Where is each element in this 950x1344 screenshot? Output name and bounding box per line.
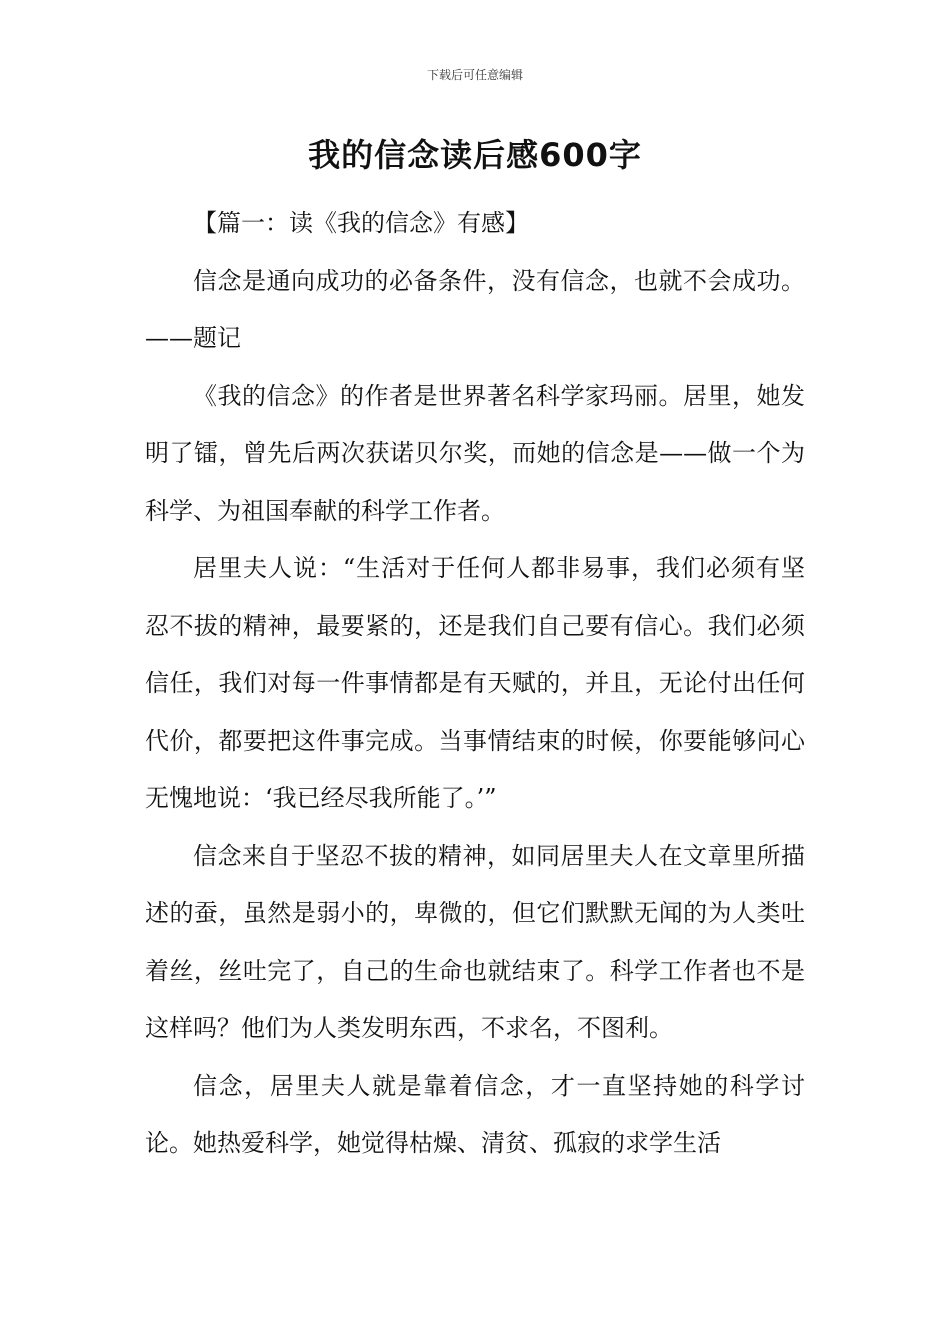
paragraph: 信念来自于坚忍不拔的精神，如同居里夫人在文章里所描述的蚕，虽然是弱小的，卑微的，但它们默默无闻的为人类吐着丝，丝吐完了，自己的生命也就结束了。科学工作者也不是这样吗？他们为人类发明东西，不求名，不图利。 [145, 841, 805, 1042]
paragraph: 居里夫人说：“生活对于任何人都非易事，我们必须有坚忍不拔的精神，最要紧的，还是我们自己要有信心。我们必须信任，我们对每一件事情都是有天赋的，并且，无论付出任何代价，都要把这件事完成。当事情结束的时候，你要能够问心无愧地说：‘我已经尽我所能了。’” [145, 554, 805, 812]
paragraph: 《我的信念》的作者是世界著名科学家玛丽。居里，她发明了镭，曾先后两次获诺贝尔奖，而她的信念是——做一个为科学、为祖国奉献的科学工作者。 [145, 381, 805, 525]
paragraph: 信念，居里夫人就是靠着信念，才一直坚持她的科学讨论。她热爱科学，她觉得枯燥、清贫、孤寂的求学生活 [145, 1071, 805, 1157]
header-note: 下载后可任意编辑 [426, 68, 523, 82]
section-heading: 【篇一：读《我的信念》有感】 [193, 209, 529, 237]
paragraph: 信念是通向成功的必备条件，没有信念，也就不会成功。——题记 [145, 266, 805, 352]
document-title: 我的信念读后感600字 [308, 136, 642, 174]
document-body [145, 195, 805, 1173]
